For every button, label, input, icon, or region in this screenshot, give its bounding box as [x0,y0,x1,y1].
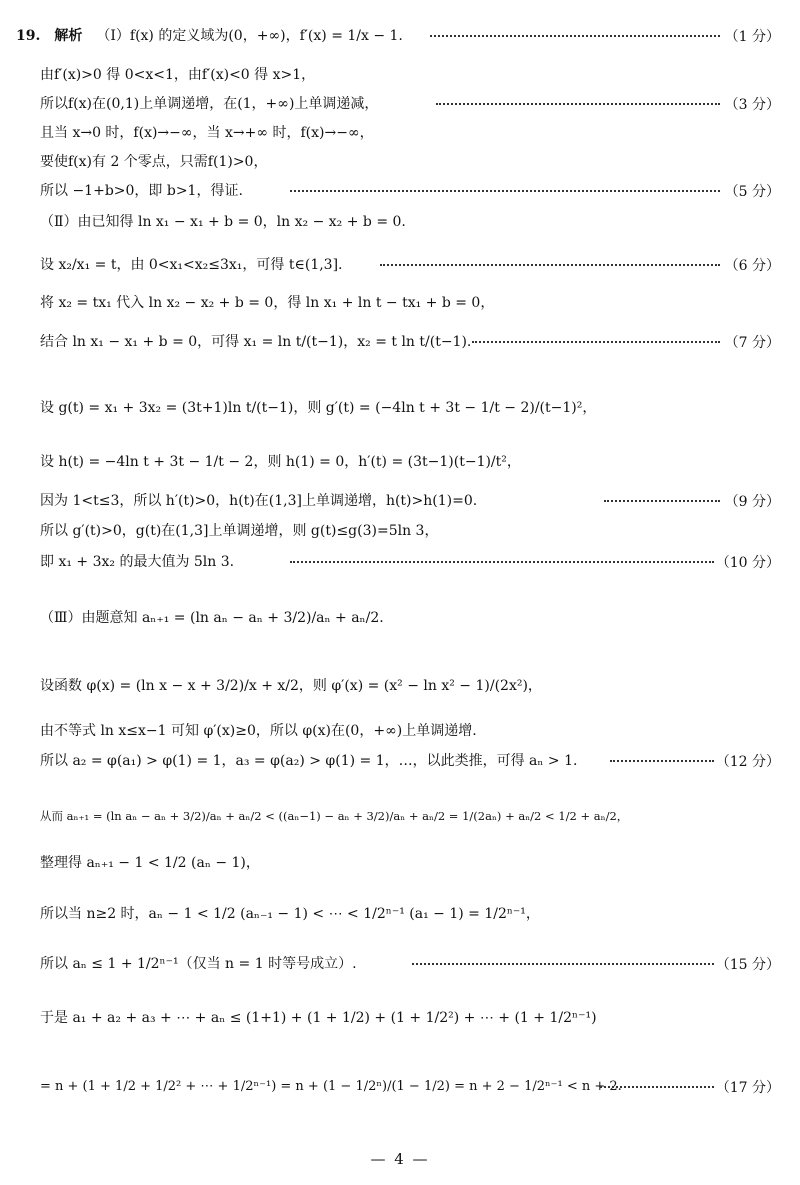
line-text: 将 x₂ = tx₁ 代入 ln x₂ − x₂ + b = 0，得 ln x₁ + ln t − tx₁ + b = 0， [40,295,495,311]
line-text: 即 x₁ + 3x₂ 的最大值为 5ln 3. [40,554,235,570]
page-number: — 4 — [370,1150,430,1168]
line-text: 于是 a₁ + a₂ + a₃ + ⋯ + aₙ ≤ (1+1) + (1 + 1/2) + (1 + 1/2²) + ⋯ + (1 + 1/2ⁿ⁻¹) [40,1010,597,1026]
solution-line [0,542,800,582]
score-label: （7 分） [724,335,780,351]
line-text: 要使f(x)有 2 个零点，只需f(1)>0， [40,154,268,170]
score-label: （10 分） [715,555,780,571]
line-text: 所以 −1+b>0，即 b>1，得证. [40,183,243,199]
line-text: 由不等式 ln x≤x−1 可知 φ′(x)≥0，所以 φ(x)在(0，+∞)上单调递增. [40,723,477,739]
score-label: （15 分） [715,957,780,973]
line-text: 由f′(x)>0 得 0<x<1，由f′(x)<0 得 x>1， [40,67,316,83]
dotted-leader [412,963,714,965]
solution-line [0,796,800,836]
score-label: （6 分） [724,258,780,274]
solution-line [0,741,800,781]
line-text: （Ⅱ）由已知得 ln x₁ − x₁ + b = 0，ln x₂ − x₂ + b = 0. [40,214,406,230]
solution-line [0,666,800,706]
solution-line [0,998,800,1038]
line-text: 设 h(t) = −4ln t + 3t − 1/t − 2，则 h(1) = 0，h′(t) = (3t−1)(t−1)/t²， [40,454,521,470]
solution-heading: 解析 [54,28,83,44]
line-text: （Ⅲ）由题意知 aₙ₊₁ = (ln aₙ − aₙ + 3/2)/aₙ + aₙ/2. [40,610,384,626]
solution-line [0,245,800,285]
solution-text [16,27,403,45]
dotted-leader [290,190,720,192]
solution-line [0,598,800,638]
solution-line [0,1067,800,1107]
line-text: 所以f(x)在(0,1)上单调递增，在(1，+∞)上单调递减， [40,96,379,112]
question-number: 19. [16,28,41,44]
dotted-leader [290,561,714,563]
line-text: 设函数 φ(x) = (ln x − x + 3/2)/x + x/2，则 φ′(x) = (x² − ln x² − 1)/(2x²)， [40,678,542,694]
line-text: 所以当 n≥2 时，aₙ − 1 < 1/2 (aₙ₋₁ − 1) < ⋯ < 1/2ⁿ⁻¹ (a₁ − 1) = 1/2ⁿ⁻¹， [40,906,540,922]
line-text: 设 g(t) = x₁ + 3x₂ = (3t+1)ln t/(t−1)，则 g′(t) = (−4ln t + 3t − 1/t − 2)/(t−1)²， [40,400,597,416]
score-label: （17 分） [715,1080,780,1096]
line-text: = n + (1 + 1/2 + 1/2² + ⋯ + 1/2ⁿ⁻¹) = n + (1 − 1/2ⁿ)/(1 − 1/2) = n + 2 − 1/2ⁿ⁻¹ < n + 2. [40,1079,622,1094]
dotted-leader [600,1086,714,1088]
solution-line [0,388,800,428]
score-label: （3 分） [724,97,780,113]
score-label: （5 分） [724,184,780,200]
line-text: 从而 aₙ₊₁ = (ln aₙ − aₙ + 3/2)/aₙ + aₙ/2 < ((aₙ−1) − aₙ + 3/2)/aₙ + aₙ/2 = 1/(2aₙ) + aₙ/2 < 1/2 + aₙ/2， [40,809,629,823]
line-text: 且当 x→0 时，f(x)→−∞，当 x→+∞ 时，f(x)→−∞， [40,125,374,141]
solution-line [0,202,800,242]
solution-line [0,843,800,883]
solution-line [0,283,800,323]
dotted-leader [430,35,720,37]
dotted-leader [380,264,720,266]
score-label: （1 分） [724,29,780,45]
dotted-leader [436,103,720,105]
dotted-leader [610,760,714,762]
line-text: 所以 aₙ ≤ 1 + 1/2ⁿ⁻¹（仅当 n = 1 时等号成立）. [40,956,357,972]
solution-line [0,944,800,984]
line-text: 结合 ln x₁ − x₁ + b = 0，可得 x₁ = ln t/(t−1)，x₂ = t ln t/(t−1). [40,334,472,350]
line-text: 设 x₂/x₁ = t，由 0<x₁<x₂≤3x₁，可得 t∈(1,3]. [40,257,343,273]
solution-line [0,442,800,482]
solution-line [0,894,800,934]
dotted-leader [604,500,720,502]
line-text: 因为 1<t≤3，所以 h′(t)>0，h(t)在(1,3]上单调递增，h(t)>h(1)=0. [40,493,478,509]
score-label: （12 分） [715,754,780,770]
line-text: （Ⅰ）f(x) 的定义域为(0，+∞)，f′(x) = 1/x − 1. [96,28,403,44]
line-text: 所以 a₂ = φ(a₁) > φ(1) = 1，a₃ = φ(a₂) > φ(1) = 1，…，以此类推，可得 aₙ > 1. [40,753,578,769]
line-text: 所以 g′(t)>0，g(t)在(1,3]上单调递增，则 g(t)≤g(3)=5ln 3， [40,523,439,539]
score-label: （9 分） [724,494,780,510]
line-text: 整理得 aₙ₊₁ − 1 < 1/2 (aₙ − 1)， [40,855,260,871]
solution-line [0,322,800,362]
dotted-leader [472,341,720,343]
solution-line [0,16,800,56]
